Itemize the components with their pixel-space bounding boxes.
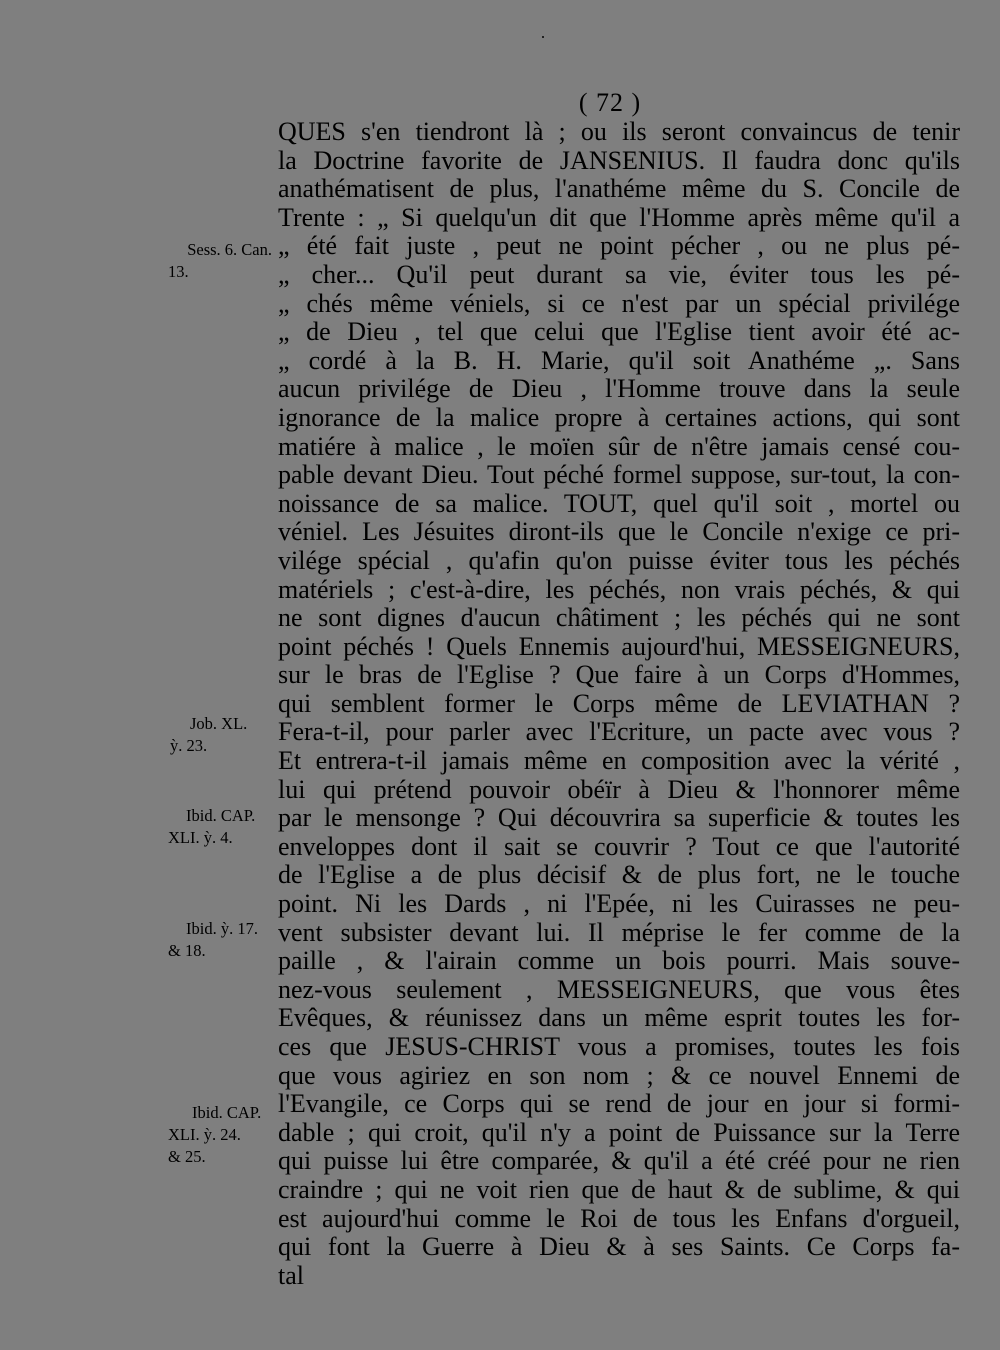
text-line: Evêques, & réunissez dans un même esprit toutes les for- bbox=[278, 1004, 960, 1033]
margin-note-ibid-3: Ibid. CAP. XLI. ỳ. 24. & 25. bbox=[168, 1103, 262, 1166]
text-line: qui font la Guerre à Dieu & à ses Saints. Ce Corps fa- bbox=[278, 1233, 960, 1262]
text-line: matiére à malice , le moïen sûr de n'être jamais censé cou- bbox=[278, 432, 960, 461]
text-line: ignorance de la malice propre à certaines actions, qui sont bbox=[278, 403, 960, 432]
text-line: que vous agiriez en son nom ; & ce nouvel Ennemi de bbox=[278, 1061, 960, 1090]
text-line: Fera-t-il, pour parler avec l'Ecriture, un pacte avec vous ? bbox=[278, 718, 960, 747]
text-line: QUES s'en tiendront là ; ou ils seront convaincus de tenir bbox=[278, 118, 960, 146]
text-line: est aujourd'hui comme le Roi de tous les Enfans d'orgueil, bbox=[278, 1204, 960, 1233]
text-line: anathématisent de plus, l'anathéme même du S. Concile de bbox=[278, 175, 960, 204]
speck bbox=[542, 36, 544, 38]
margin-note-sess: Sess. 6. Can. 13. bbox=[168, 240, 272, 281]
text-line: de l'Eglise a de plus décisif & de plus fort, ne le touche bbox=[278, 861, 960, 890]
text-line: Et entrera-t-il jamais même en composition avec la vérité , bbox=[278, 747, 960, 776]
text-line: paille , & l'airain comme un bois pourri. Mais souve- bbox=[278, 947, 960, 976]
text-line: dable ; qui croit, qu'il n'y a point de Puissance sur la Terre bbox=[278, 1118, 960, 1147]
text-line: la Doctrine favorite de JANSENIUS. Il faudra donc qu'ils bbox=[278, 146, 960, 175]
text-line: „ cher... Qu'il peut durant sa vie, éviter tous les pé- bbox=[278, 260, 960, 289]
text-line: lui qui prétend pouvoir obéïr à Dieu & l'honnorer même bbox=[278, 775, 960, 804]
text-line: qui puisse lui être comparée, & qu'il a été créé pour ne rien bbox=[278, 1147, 960, 1176]
margin-note-ibid-1: Ibid. CAP. XLI. ỳ. 4. bbox=[168, 806, 256, 847]
text-line: véniel. Les Jésuites diront-ils que le Concile n'exige ce pri- bbox=[278, 518, 960, 547]
text-line: Trente : „ Si quelqu'un dit que l'Homme après même qu'il a bbox=[278, 203, 960, 232]
text-line: par le mensonge ? Qui découvrira sa superficie & toutes les bbox=[278, 804, 960, 833]
text-line: qui semblent former le Corps même de LEVIATHAN ? bbox=[278, 689, 960, 718]
text-line: „ de Dieu , tel que celui que l'Eglise tient avoir été ac- bbox=[278, 318, 960, 347]
main-text bbox=[278, 118, 960, 1290]
text-line: l'Evangile, ce Corps qui se rend de jour en jour si formi- bbox=[278, 1090, 960, 1119]
text-line: ces que JESUS-CHRIST vous a promises, toutes les fois bbox=[278, 1033, 960, 1061]
text-line: sur le bras de l'Eglise ? Que faire à un Corps d'Hommes, bbox=[278, 661, 960, 690]
text-line: „ cordé à la B. H. Marie, qu'il soit Anathéme „. Sans bbox=[278, 346, 960, 375]
text-line: tal bbox=[278, 1261, 304, 1290]
margin-note-ibid-2: Ibid. ỳ. 17. & 18. bbox=[168, 919, 258, 960]
text-line: aucun privilége de Dieu , l'Homme trouve dans la seule bbox=[278, 375, 960, 404]
text-line: matériels ; c'est-à-dire, les péchés, non vrais péchés, & qui bbox=[278, 575, 960, 604]
text-line: enveloppes dont il sait se couvrir ? Tout ce que l'autorité bbox=[278, 832, 960, 861]
text-line: noissance de sa malice. TOUT, quel qu'il soit , mortel ou bbox=[278, 489, 960, 518]
text-line: nez-vous seulement , MESSEIGNEURS, que vous êtes bbox=[278, 975, 960, 1004]
text-line: ne sont dignes d'aucun châtiment ; les péchés qui ne sont bbox=[278, 604, 960, 633]
text-line: point. Ni les Dards , ni l'Epée, ni les Cuirasses ne peu- bbox=[278, 890, 960, 919]
text-line: „ chés même véniels, si ce n'est par un spécial privilége bbox=[278, 289, 960, 318]
text-line: „ été fait juste , peut ne point pécher , ou ne plus pé- bbox=[278, 232, 960, 261]
text-line: craindre ; qui ne voit rien que de haut & de sublime, & qui bbox=[278, 1175, 960, 1204]
text-line: point péchés ! Quels Ennemis aujourd'hui, MESSEIGNEURS, bbox=[278, 632, 960, 661]
text-line: vilége spécial , qu'afin qu'on puisse éviter tous les péchés bbox=[278, 546, 960, 575]
page-number: ( 72 ) bbox=[578, 88, 642, 117]
margin-note-job: Job. XL. ỳ. 23. bbox=[170, 714, 248, 755]
text-line: pable devant Dieu. Tout péché formel suppose, sur-tout, la con- bbox=[278, 461, 960, 490]
text-line: vent subsister devant lui. Il méprise le fer comme de la bbox=[278, 918, 960, 947]
